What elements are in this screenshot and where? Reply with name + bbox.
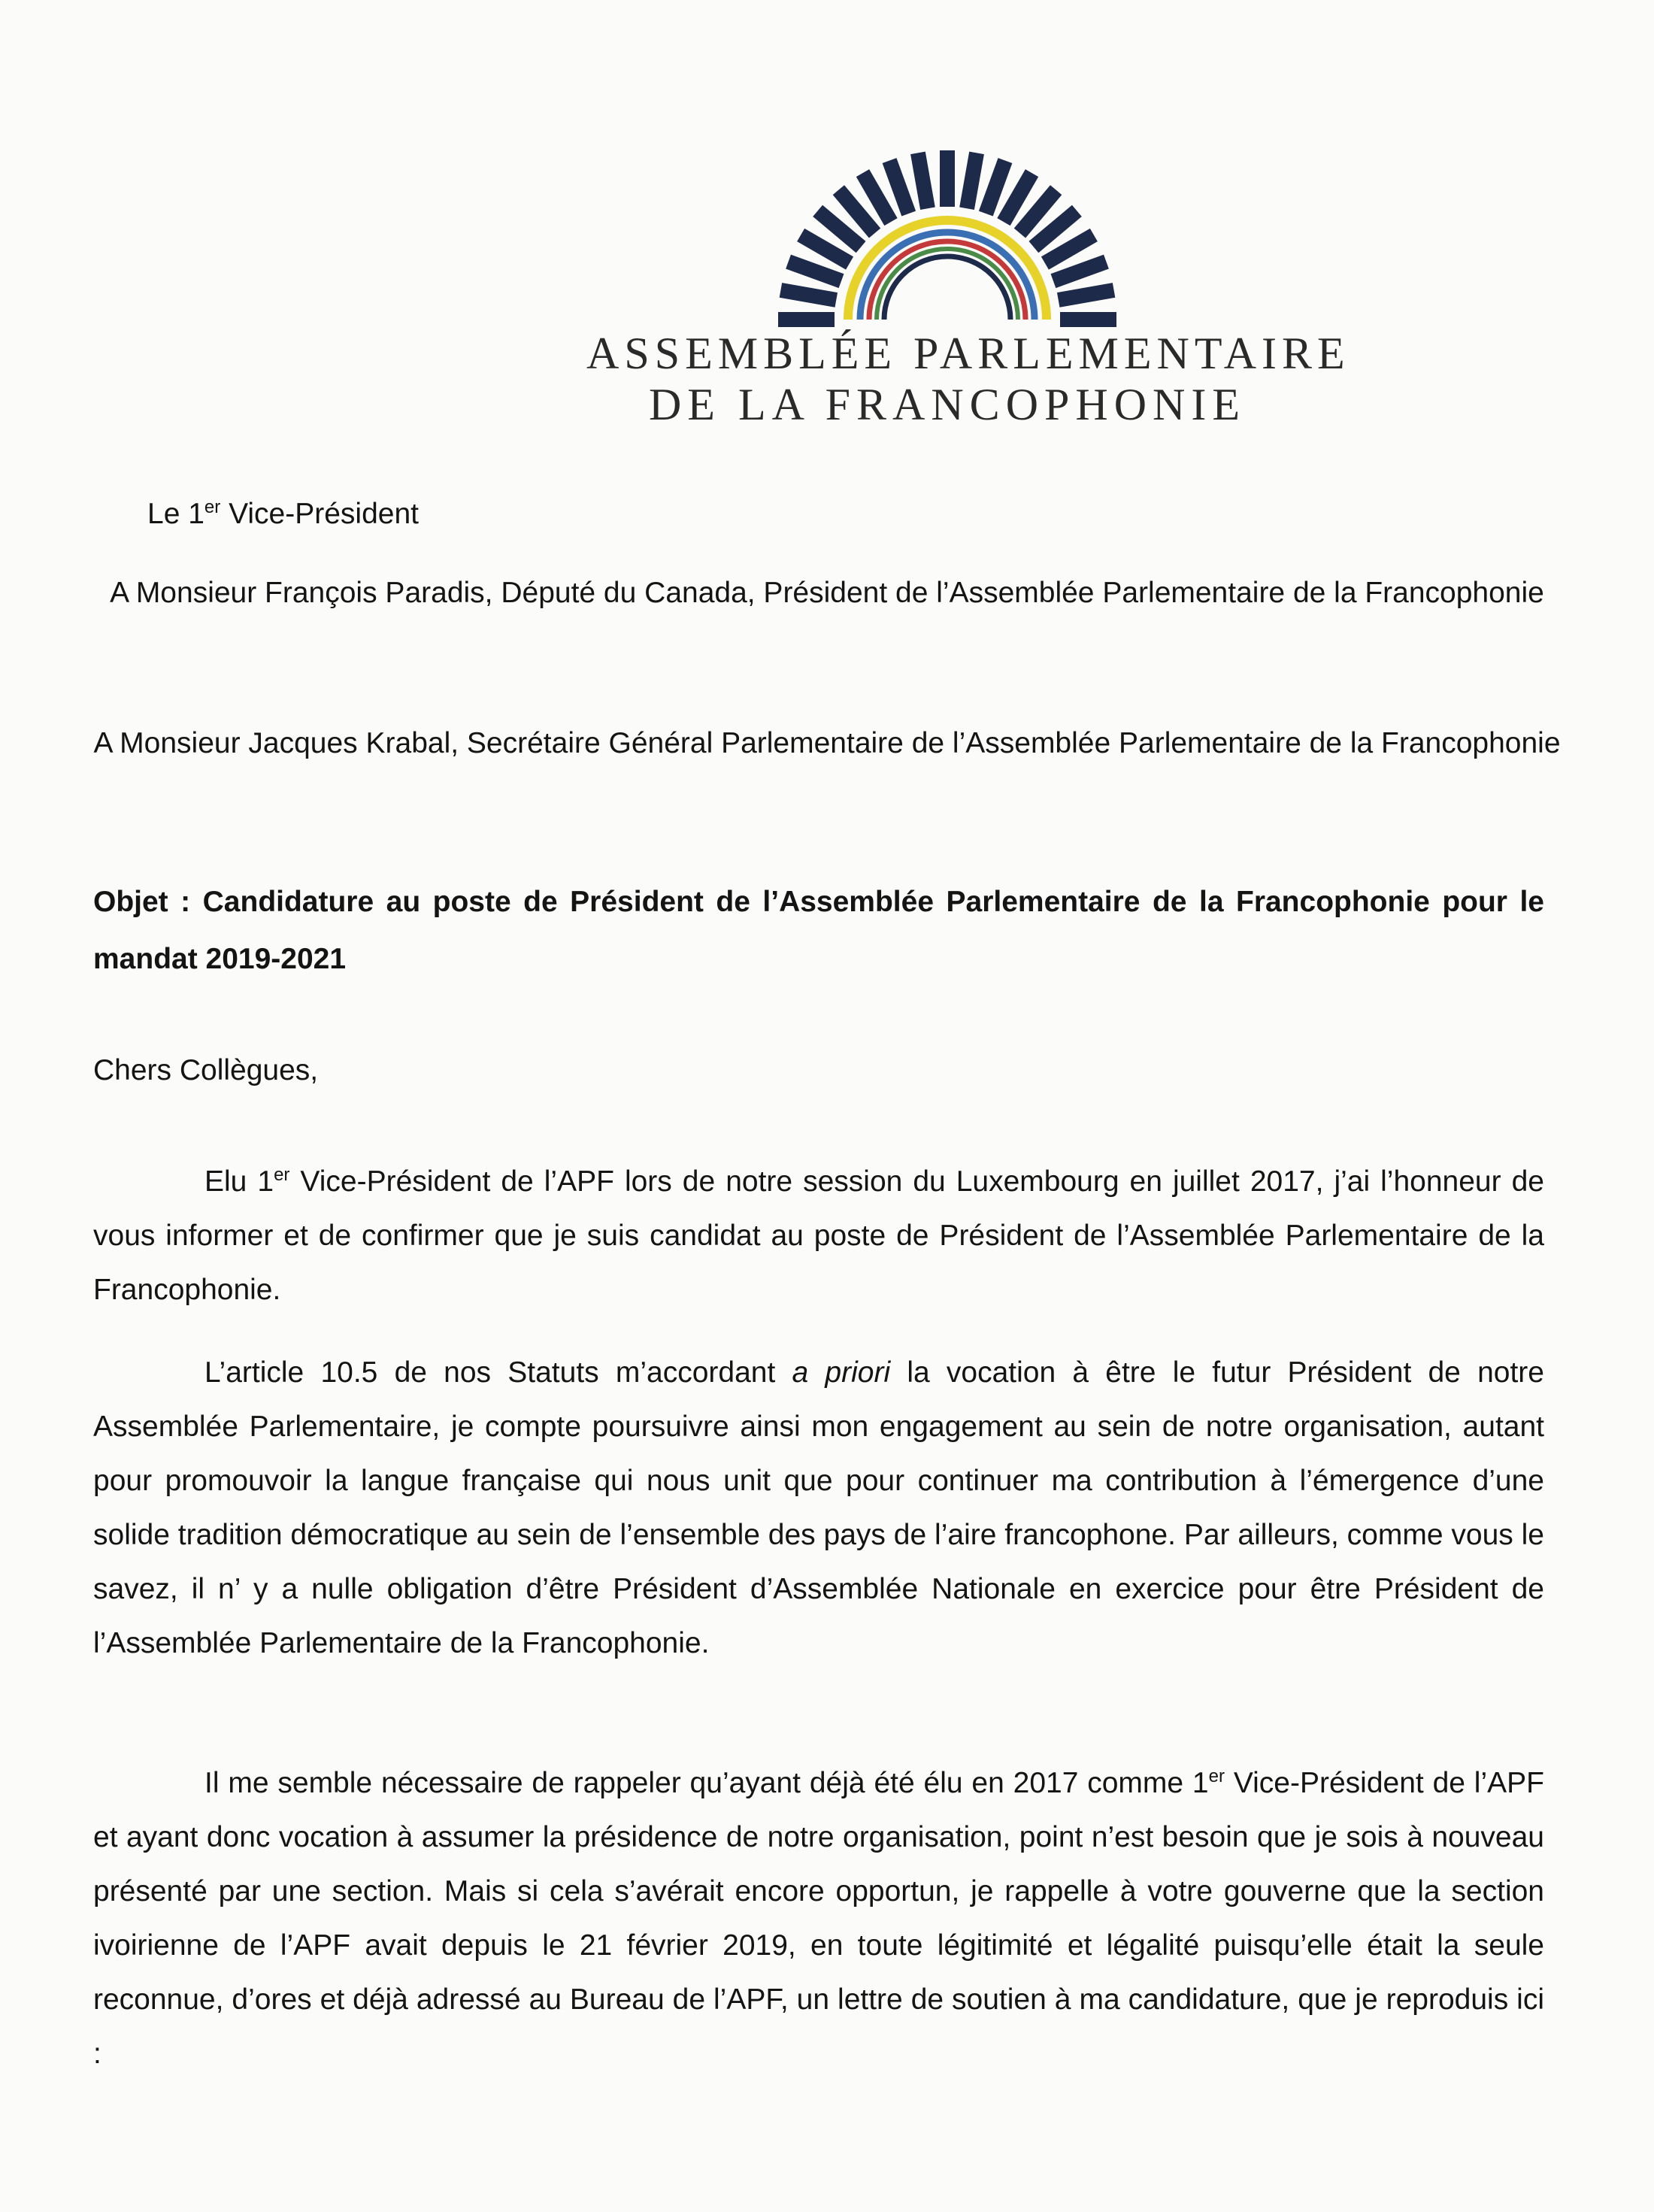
- salutation: Chers Collègues,: [93, 1054, 319, 1086]
- p2-italic: a priori: [792, 1356, 891, 1389]
- paragraph-3: [93, 1756, 1544, 2081]
- logo-ray: [918, 153, 928, 208]
- p1-sup: er: [274, 1165, 290, 1185]
- p2-text-a: L’article 10.5 de nos Statuts m’accordant: [204, 1356, 792, 1389]
- logo-ray: [967, 153, 977, 208]
- logo-ray: [986, 161, 1005, 214]
- apf-logo-icon: [707, 143, 1188, 331]
- logo-ray: [889, 161, 909, 214]
- sender-prefix: Le 1: [147, 498, 204, 530]
- letterhead: [586, 143, 1350, 429]
- sender-suffix: Vice-Président: [220, 498, 419, 530]
- logo-ray: [780, 290, 836, 300]
- p3-text-b: Vice-Président de l’APF et ayant donc vocation à assumer la présidence de notre organisation, point n’est besoin que je sois à nouveau présenté par une section. Mais si cela s’avérait encore opportun, je rappelle à votre gouverne que la section ivoirienne de l’APF avait depuis le 21 février 2019, en toute légitimité et légalité puisqu’elle était la seule reconnue, d’ores et déjà adressé au Bureau de l’APF, un lettre de soutien à ma candidature, que je reproduis ici :: [93, 1767, 1544, 2070]
- paragraph-1: [93, 1155, 1544, 1317]
- p3-sup: er: [1208, 1766, 1225, 1786]
- sender-sup: er: [204, 497, 221, 517]
- p3-text-a: Il me semble nécessaire de rappeler qu’ayant déjà été élu en 2017 comme 1: [204, 1767, 1209, 1799]
- subject-line: Objet : Candidature au poste de Président de l’Assemblée Parlementaire de la Francophonie pour le mandat 2019-2021: [93, 886, 1544, 975]
- recipient-2: A Monsieur Jacques Krabal, Secrétaire Général Parlementaire de l’Assemblée Parlementaire de la Francophonie: [93, 727, 1561, 759]
- letterhead-line2: DE LA FRANCOPHONIE: [648, 380, 1247, 429]
- logo-ray: [1059, 290, 1114, 300]
- p1-text-b: Vice-Président de l’APF lors de notre session du Luxembourg en juillet 2017, j’ai l’honneur de vous informer et de confirmer que je suis candidat au poste de Président de l’Assemblée Parlementaire de la Francophonie.: [93, 1165, 1544, 1306]
- sender-title: [147, 487, 419, 541]
- p2-text-b: la vocation à être le futur Président de notre Assemblée Parlementaire, je compte poursuivre ainsi mon engagement au sein de notre organisation, autant pour promouvoir la langue française qui nous unit que pour continuer ma contribution à l’émergence d’une solide tradition démocratique au sein de l’ensemble des pays de l’aire francophone. Par ailleurs, comme vous le savez, il n’ y a nulle obligation d’être Président d’Assemblée Nationale en exercice pour être Président de l’Assemblée Parlementaire de la Francophonie.: [93, 1356, 1544, 1659]
- logo-ray: [789, 262, 841, 281]
- recipient-1: A Monsieur François Paradis, Député du Canada, Président de l’Assemblée Parlementaire de la Francophonie: [110, 577, 1544, 609]
- logo-ray: [1053, 262, 1106, 281]
- paragraph-2: [93, 1346, 1544, 1671]
- letterhead-line1: ASSEMBLÉE PARLEMENTAIRE: [586, 329, 1350, 378]
- p1-text-a: Elu 1: [204, 1165, 274, 1198]
